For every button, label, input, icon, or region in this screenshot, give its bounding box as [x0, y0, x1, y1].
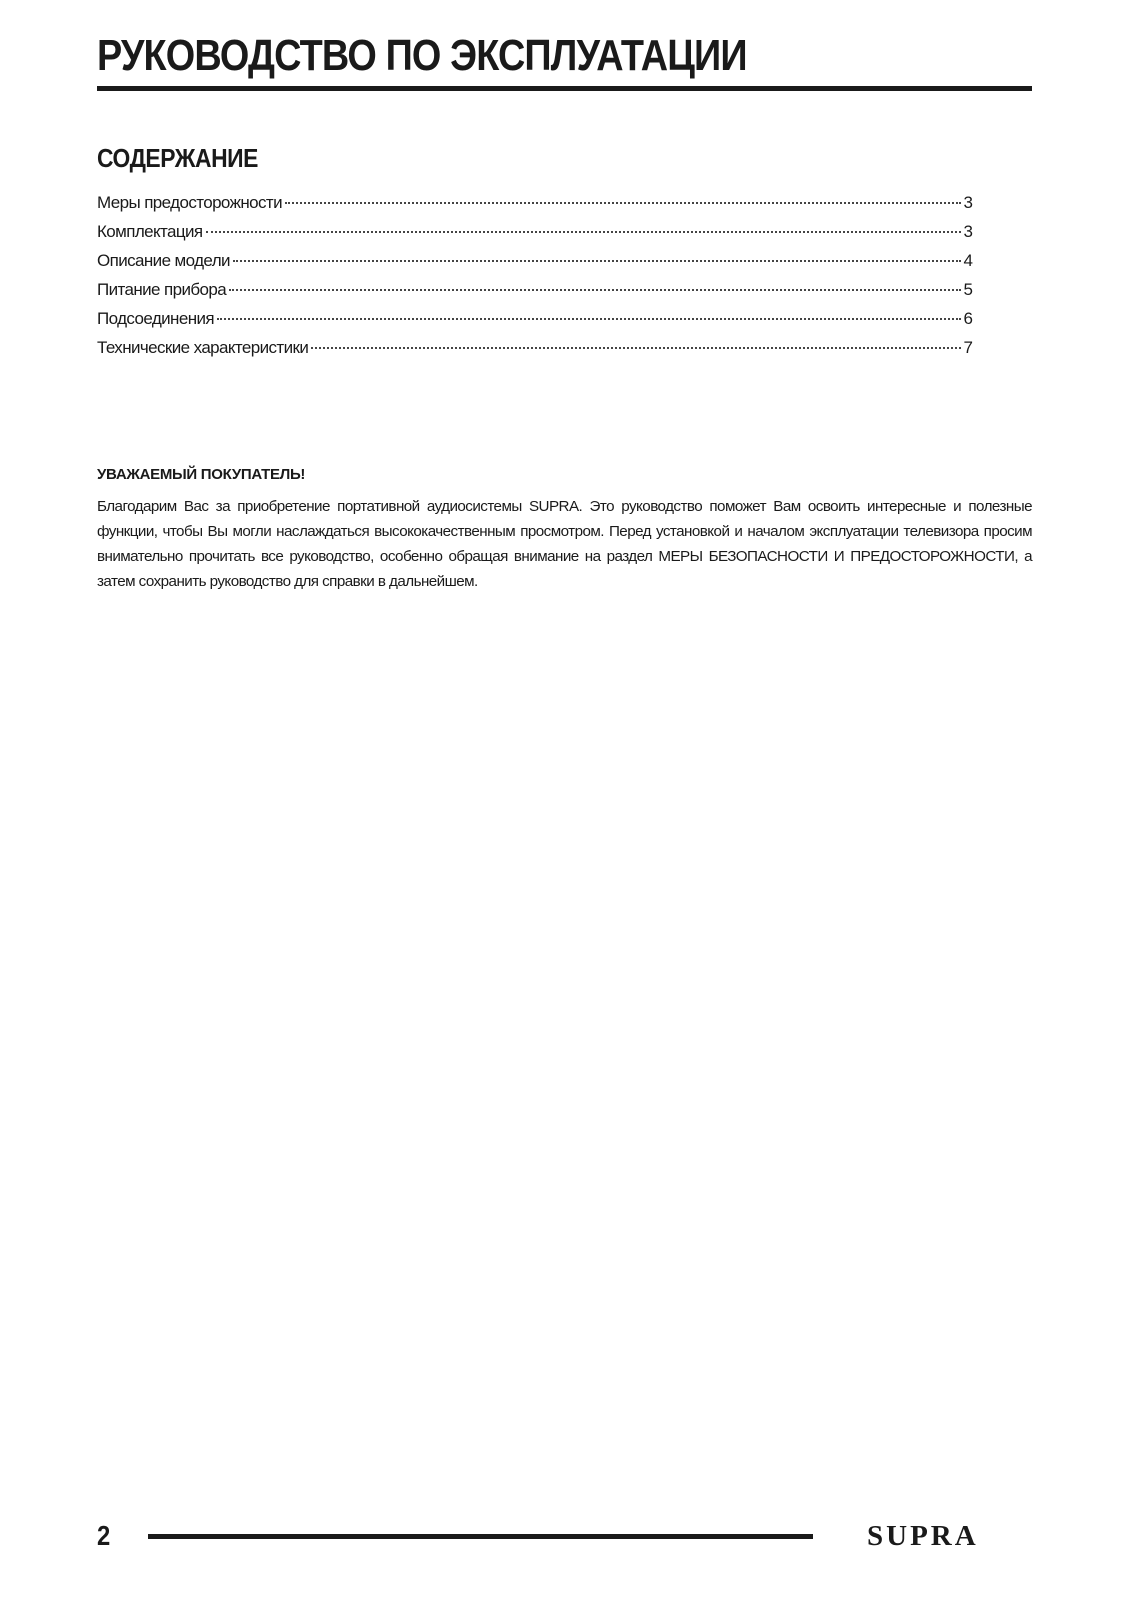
toc-entry[interactable]: [97, 217, 973, 246]
toc-entry[interactable]: [97, 304, 973, 333]
toc-entry-page: 7: [963, 338, 973, 357]
toc-entry-label: Технические характеристики: [97, 338, 309, 357]
toc-dot-leader: [233, 260, 961, 262]
page-title: РУКОВОДСТВО ПО ЭКСПЛУАТАЦИИ: [97, 31, 747, 80]
page-number: 2: [97, 1520, 111, 1551]
toc-entry-page: 5: [963, 280, 973, 299]
toc-entry-page: 6: [963, 309, 973, 328]
intro-paragraph: Благодарим Вас за приобретение портативной аудиосистемы SUPRA. Это руководство поможет Вам освоить интересные и полезные функции, чтобы Вы могли наслаждаться высококачественным просмотром. Перед установкой и началом эксплуатации телевизора просим внимательно прочитать все руководство, особенно обращая внимание на раздел МЕРЫ БЕЗОПАСНОСТИ И ПРЕДОСТОРОЖНОСТИ, а затем сохранить руководство для справки в дальнейшем.: [97, 498, 1032, 590]
toc-dot-leader: [229, 289, 960, 291]
brand-logo: SUPRA: [867, 1520, 979, 1552]
toc-dot-leader: [311, 347, 960, 349]
table-of-contents: [97, 188, 973, 362]
toc-entry-label: Описание модели: [97, 251, 230, 270]
toc-heading: СОДЕРЖАНИЕ: [97, 143, 259, 173]
title-divider: [97, 86, 1032, 91]
toc-entry-label: Питание прибора: [97, 280, 227, 299]
toc-entry-label: Подсоединения: [97, 309, 214, 328]
toc-entry-page: 3: [963, 222, 973, 241]
toc-entry[interactable]: [97, 246, 973, 275]
toc-entry-page: 4: [963, 251, 973, 270]
toc-entry[interactable]: [97, 275, 973, 304]
greeting-heading: УВАЖАЕМЫЙ ПОКУПАТЕЛЬ!: [97, 466, 306, 483]
toc-entry[interactable]: [97, 188, 973, 217]
footer-divider: [148, 1534, 813, 1539]
toc-entry-page: 3: [963, 193, 973, 212]
toc-entry[interactable]: [97, 333, 973, 362]
toc-entry-label: Меры предосторожности: [97, 193, 282, 212]
toc-entry-label: Комплектация: [97, 222, 203, 241]
toc-dot-leader: [285, 202, 961, 204]
toc-dot-leader: [217, 318, 961, 320]
toc-dot-leader: [206, 231, 961, 233]
